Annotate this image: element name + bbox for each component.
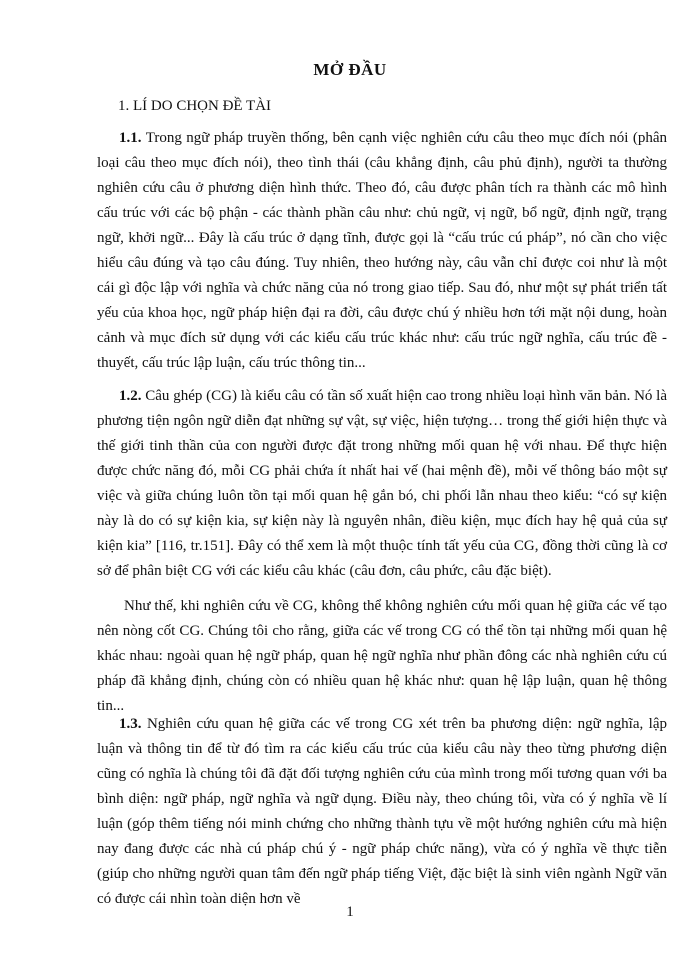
paragraph-text: Câu ghép (CG) là kiểu câu có tần số xuất hiện cao trong nhiều loại hình văn bản. Nó là phương tiện ngôn ngữ diễn đạt những sự vật, sự việc, hiện tượng… trong thế giới hiện thực và thế giới tinh thần của con người được đặt trong những mối quan hệ với nhau. Để thực hiện được chức năng đó, mỗi CG phải chứa ít nhất hai vế (hai mệnh đề), mỗi vế thông báo một sự việc và giữa chúng luôn tồn tại mối quan hệ gắn bó, chi phối lẫn nhau theo kiểu: “có sự kiện này là do có sự kiện kia, sự kiện này là nguyên nhân, điều kiện, mục đích hay hệ quả của sự kiện kia” [116, tr.151]. Đây có thể xem là một thuộc tính tất yếu của CG, đồng thời cũng là cơ sở để phân biệt CG với các kiểu câu khác (câu đơn, câu phức, câu đặc biệt). <box>97 388 667 579</box>
section-heading: 1. LÍ DO CHỌN ĐỀ TÀI <box>118 98 272 114</box>
paragraph-number: 1.2. <box>119 388 142 404</box>
paragraph-1-2-continued <box>97 594 667 719</box>
paragraph-1-2 <box>97 384 667 584</box>
page-number: 1 <box>346 904 354 920</box>
paragraph-1-3 <box>97 712 667 912</box>
paragraph-text: Trong ngữ pháp truyền thống, bên cạnh việc nghiên cứu câu theo mục đích nói (phân loại câu theo mục đích nói), theo tình thái (câu khẳng định, câu phủ định), người ta thường nghiên cứu câu ở phương diện hình thức. Theo đó, câu được phân tích ra thành các mô hình cấu trúc với các bộ phận - các thành phần câu như: chủ ngữ, vị ngữ, bổ ngữ, định ngữ, trạng ngữ, khởi ngữ... Đây là cấu trúc ở dạng tĩnh, được gọi là “cấu trúc cú pháp”, nó cần cho việc hiểu câu đúng và tạo câu đúng. Tuy nhiên, theo hướng này, câu vẫn chỉ được coi như là một cái gì độc lập với nghĩa và chức năng của nó trong giao tiếp. Sau đó, như một sự phát triển tất yếu của khoa học, ngữ pháp hiện đại ra đời, câu được chú ý nhiều hơn tới mặt nội dung, hoàn cảnh và mục đích sử dụng với các kiểu cấu trúc khác như: cấu trúc ngữ nghĩa, cấu trúc đề - thuyết, cấu trúc lập luận, cấu trúc thông tin... <box>97 130 667 371</box>
paragraph-1-1 <box>97 126 667 376</box>
paragraph-number: 1.1. <box>119 130 142 146</box>
paragraph-text: Như thế, khi nghiên cứu về CG, không thể không nghiên cứu mối quan hệ giữa các vế tạo nên nòng cốt CG. Chúng tôi cho rằng, giữa các vế trong CG có thể tồn tại những mối quan hệ khác nhau: ngoài quan hệ ngữ pháp, quan hệ ngữ nghĩa như phần đông các nhà nghiên cứu cú pháp đã khẳng định, chúng còn có nhiều quan hệ khác như: quan hệ lập luận, quan hệ thông tin... <box>97 598 667 714</box>
paragraph-number: 1.3. <box>119 716 142 732</box>
page-title: MỞ ĐẦU <box>313 60 387 79</box>
paragraph-text: Nghiên cứu quan hệ giữa các vế trong CG xét trên ba phương diện: ngữ nghĩa, lập luận và thông tin để từ đó tìm ra các kiểu cấu trúc của kiểu câu này theo từng phương diện cũng có nghĩa là chúng tôi đã đặt đối tượng nghiên cứu của mình trong mối tương quan với ba bình diện: ngữ pháp, ngữ nghĩa và ngữ dụng. Điều này, theo chúng tôi, vừa có ý nghĩa về lí luận (góp thêm tiếng nói minh chứng cho những thành tựu về một hướng nghiên cứu mà hiện nay đang được các nhà cú pháp chú ý - ngữ pháp chức năng), vừa có ý nghĩa về thực tiễn (giúp cho những người quan tâm đến ngữ pháp tiếng Việt, đặc biệt là sinh viên ngành Ngữ văn có được cái nhìn toàn diện hơn về <box>97 716 667 907</box>
